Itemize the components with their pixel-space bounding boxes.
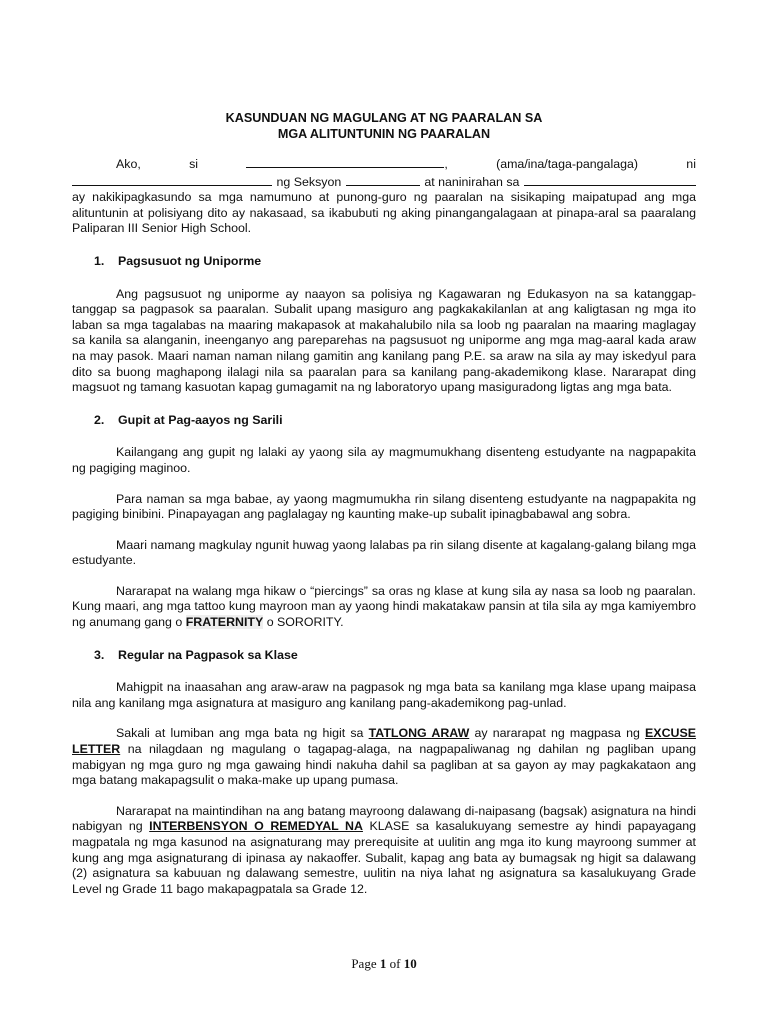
address-label: at naninirahan sa — [424, 174, 520, 189]
current-page-number: 1 — [379, 956, 387, 971]
paragraph-text: Nararapat na maintindihan na ang batang mayroong dalawang di-naipasang (bagsak) asignatura na hindi nabigyan ng — [72, 803, 696, 834]
paragraph-text: o SORORITY. — [263, 615, 344, 630]
section-2-heading — [72, 413, 696, 429]
excuse-letter-term: EXCUSE LETTER — [72, 726, 697, 757]
address-blank — [524, 173, 696, 186]
three-days-term: TATLONG ARAW — [368, 726, 470, 741]
title-line-2: MGA ALITUNTUNIN NG PAARALAN — [277, 127, 491, 141]
paragraph-text: na nilagdaan ng magulang o tagapag-alaga, na nagpapaliwanag ng dahilan ng pagliban upang mabigyan ng mga guro ng mga gawaing hindi nakuha dahil sa pagliban at sa gayon ay may pagkakataon ang mga batang makapagsulit o maka-make up upang pumasa. — [72, 742, 696, 788]
intro-line-2 — [72, 173, 696, 191]
intro-paragraph — [72, 155, 696, 237]
fraternity-term: FRATERNITY — [185, 615, 264, 630]
section-title: Gupit at Pag-aayos ng Sarili — [118, 412, 283, 427]
section-title: Regular na Pagpasok sa Klase — [118, 647, 298, 662]
intro-word-si: si — [189, 157, 199, 171]
paragraph-text: KLASE sa kasalukuyang semestre ay hindi papayagang magpatala ng mga kasunod na asignaturang may prerequisite at uulitin ang mga ito kung mayroong summer at kung ang mga asignaturang di ipinasa ay nakaoffer. Subalit, kapag ang bata ay bumagsak ng higit sa dalawang (2) asignatura sa kabuuan ng dalawang semestre, uulitin na niya lahat ng asignatura sa kasalukuyang Grade Level ng Grade 11 bago makapagpatala sa Grade 12. — [72, 819, 696, 896]
intervention-term: INTERBENSYON O REMEDYAL NA — [149, 819, 363, 834]
paragraph-text: Nararapat na walang mga hikaw o “piercings” sa oras ng klase at kung sila ay nasa sa loob ng paaralan. Kung maari, ang mga tattoo kung mayroon man ay yaong hindi makatakaw pansin at tila sila ay mga kamiyembro ng anumang gang o — [72, 583, 696, 630]
intro-line-1 — [72, 155, 696, 173]
blank-line — [246, 155, 444, 168]
section-title: Pagsusuot ng Uniporme — [118, 253, 262, 268]
intro-guardian-label: (ama/ina/taga-pangalaga) — [496, 157, 638, 171]
section-2-paragraph-4 — [72, 584, 696, 631]
of-word: of — [389, 956, 401, 971]
paragraph-text: Sakali at lumiban ang mga bata ng higit sa — [116, 726, 369, 741]
section-2-paragraph-3: Maari namang magkulay ngunit huwag yaong lalabas pa rin silang disente at kagalang-galang bilang mga estudyante. — [72, 537, 696, 568]
intro-word-ako: Ako, — [116, 157, 141, 171]
paragraph-text: ay nararapat ng magpasa ng — [469, 726, 646, 741]
intro-comma: , — [444, 157, 448, 171]
title-line-1: KASUNDUAN NG MAGULANG AT NG PAARALAN SA — [225, 111, 543, 125]
section-number: 2. — [94, 412, 105, 427]
intro-name-blank — [246, 155, 447, 173]
page-word: Page — [351, 956, 377, 971]
page-footer — [0, 956, 768, 972]
intro-word-ni: ni — [686, 157, 696, 171]
section-3-heading — [72, 648, 696, 664]
section-1-heading — [72, 254, 696, 270]
section-2-paragraph-2: Para naman sa mga babae, ay yaong magmumukha rin silang disenteng estudyante na nagpapakita ng pagiging binibini. Pinapayagan ang paglalagay ng kaunting make-up subalit ipinagbabawal ang sobra. — [72, 491, 696, 522]
section-blank — [346, 173, 420, 186]
section-1-paragraph-1: Ang pagsusuot ng uniporme ay naayon sa polisiya ng Kagawaran ng Edukasyon na sa katanggap-tanggap sa pagpasok sa paaralan. Subalit upang masiguro ang pagkakakilanlan at ang kaligtasan ng mga ito laban sa mga tagalabas na maaring makapasok at makahalubilo nila sa loob ng paaralan na maaring maglagay sa kanila sa alanganin, ineenganyo ang pareparehas na pagsusuot ng uniporme ang mga mag-aaral kada araw na may pasok. Maari naman naman nilang gamitin ang kanilang pang P.E. sa araw na sila ay may iskedyul para dito sa buong maghapong ilalagi nila sa paaralan para sa kanilang pang-akademikong klase. Nararapat ding magsuot ng tamang kasuotan kapag gumagamit na ng laboratoryo upang masiguradong ligtas ang mga bata. — [72, 286, 696, 395]
section-3-paragraph-2 — [72, 726, 696, 788]
section-label: ng Seksyon — [276, 174, 342, 189]
intro-rest: ay nakikipagkasundo sa mga namumuno at punong-guro ng paaralan na sisikaping maipatupad ang mga alituntunin at polisiyang dito ay nakasaad, sa ikabubuti ng aking pinangangalagaan at pinapa-aral sa paaralang Paliparan III Senior High School. — [72, 190, 696, 236]
document-title — [72, 110, 696, 142]
section-number: 3. — [94, 647, 105, 662]
section-3-paragraph-1: Mahigpit na inaasahan ang araw-araw na pagpasok ng mga bata sa kanilang mga klase upang maipasa nila ang kanilang mga asignatura at masiguro ang kanilang pang-akademikong pag-unlad. — [72, 680, 696, 710]
section-number: 1. — [94, 253, 105, 268]
section-3-paragraph-3 — [72, 804, 696, 898]
section-2-paragraph-1: Kailangang ang gupit ng lalaki ay yaong sila ay magmumukhang disenteng estudyante na nagpapakita ng pagiging maginoo. — [72, 445, 696, 475]
total-pages-number: 10 — [403, 956, 417, 971]
student-name-blank — [72, 173, 272, 186]
